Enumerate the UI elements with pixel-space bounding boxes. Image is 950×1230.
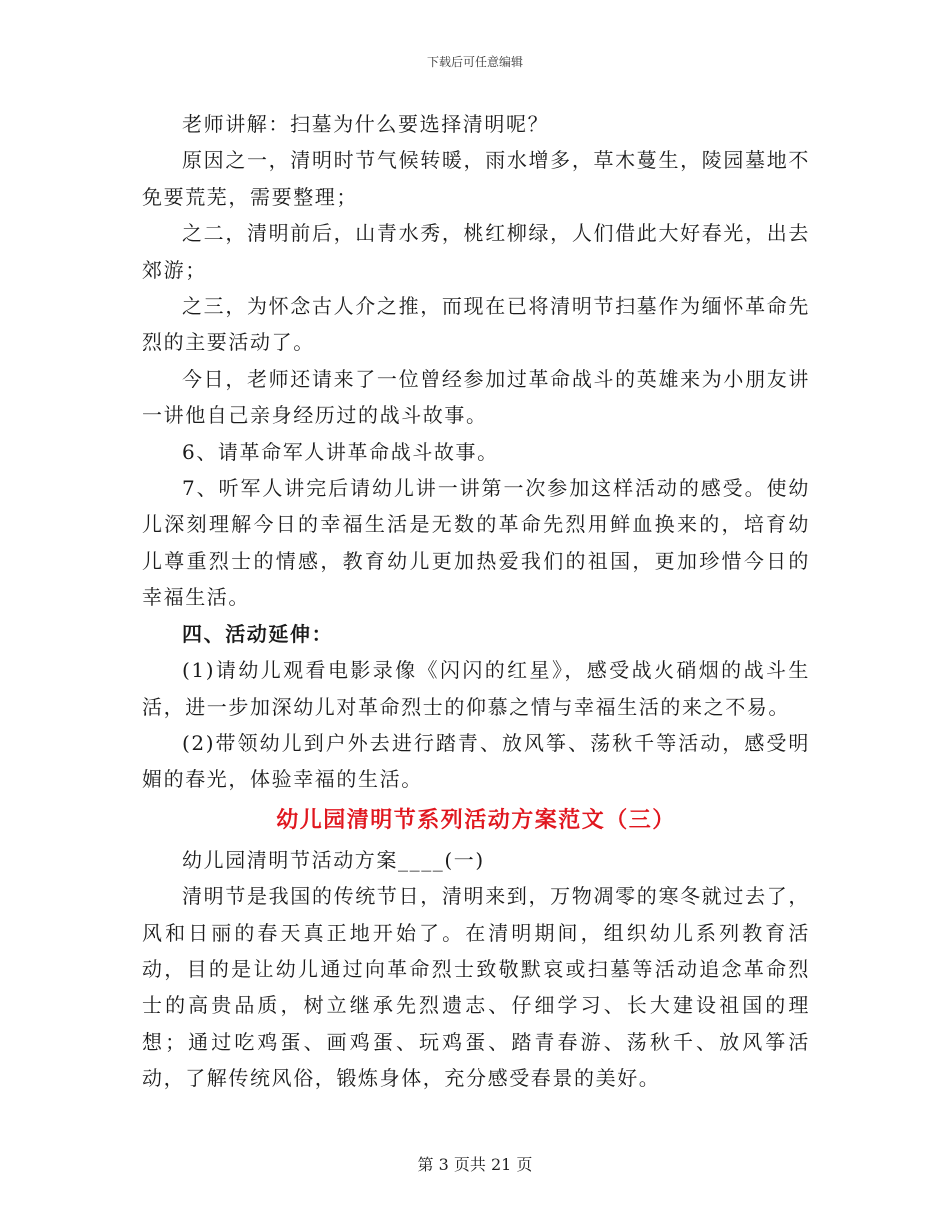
paragraph-teacher-explanation: 老师讲解：扫墓为什么要选择清明呢？ bbox=[182, 112, 550, 136]
paragraph-reason-one: 原因之一，清明时节气候转暖，雨水增多，草木蔓生，陵园墓地不免要荒芜，需要整理； bbox=[142, 148, 810, 209]
paragraph-plan-intro: 清明节是我国的传统节日，清明来到，万物凋零的寒冬就过去了，风和日丽的春天真正地开始了。在清明期间，组织幼儿系列教育活动，目的是让幼儿通过向革命烈士致敬默哀或扫墓等活动追念革命烈士的高贵品质，树立继承先烈遗志、仔细学习、长大建设祖国的理想；通过吃鸡蛋、画鸡蛋、玩鸡蛋、踏青春游、荡秋千、放风筝活动，了解传统风俗，锻炼身体，充分感受春景的美好。 bbox=[142, 884, 810, 1091]
paragraph-hero-invite: 今日，老师还请来了一位曾经参加过革命战斗的英雄来为小朋友讲一讲他自己亲身经历过的战斗故事。 bbox=[142, 366, 810, 428]
document-title: 幼儿园清明节系列活动方案范文（三） bbox=[276, 806, 676, 833]
paragraph-reason-two: 之二，清明前后，山青水秀，桃红柳绿，人们借此大好春光，出去郊游； bbox=[142, 221, 810, 282]
page-header-note: 下载后可任意编辑 bbox=[426, 55, 523, 69]
paragraph-step-6: 6、请革命军人讲革命战斗故事。 bbox=[182, 439, 499, 464]
paragraph-plan-subtitle: 幼儿园清明节活动方案____(一) bbox=[182, 847, 485, 872]
section-heading-extension: 四、活动延伸： bbox=[182, 621, 334, 646]
paragraph-extension-2: (2)带领幼儿到户外去进行踏青、放风筝、荡秋千等活动，感受明媚的春光，体验幸福的生活。 bbox=[142, 730, 810, 792]
paragraph-reason-three: 之三，为怀念古人介之推，而现在已将清明节扫墓作为缅怀革命先烈的主要活动了。 bbox=[142, 294, 810, 355]
paragraph-extension-1: (1)请幼儿观看电影录像《闪闪的红星》，感受战火硝烟的战斗生活，进一步加深幼儿对革命烈士的仰慕之情与幸福生活的来之不易。 bbox=[142, 658, 810, 719]
paragraph-step-7: 7、听军人讲完后请幼儿讲一讲第一次参加这样活动的感受。使幼儿深刻理解今日的幸福生活是无数的革命先烈用鲜血换来的，培育幼儿尊重烈士的情感，教育幼儿更加热爱我们的祖国，更加珍惜今日的幸福生活。 bbox=[142, 476, 810, 610]
document-body bbox=[142, 106, 810, 1097]
page-number-footer: 第 3 页共 21 页 bbox=[417, 1155, 533, 1174]
